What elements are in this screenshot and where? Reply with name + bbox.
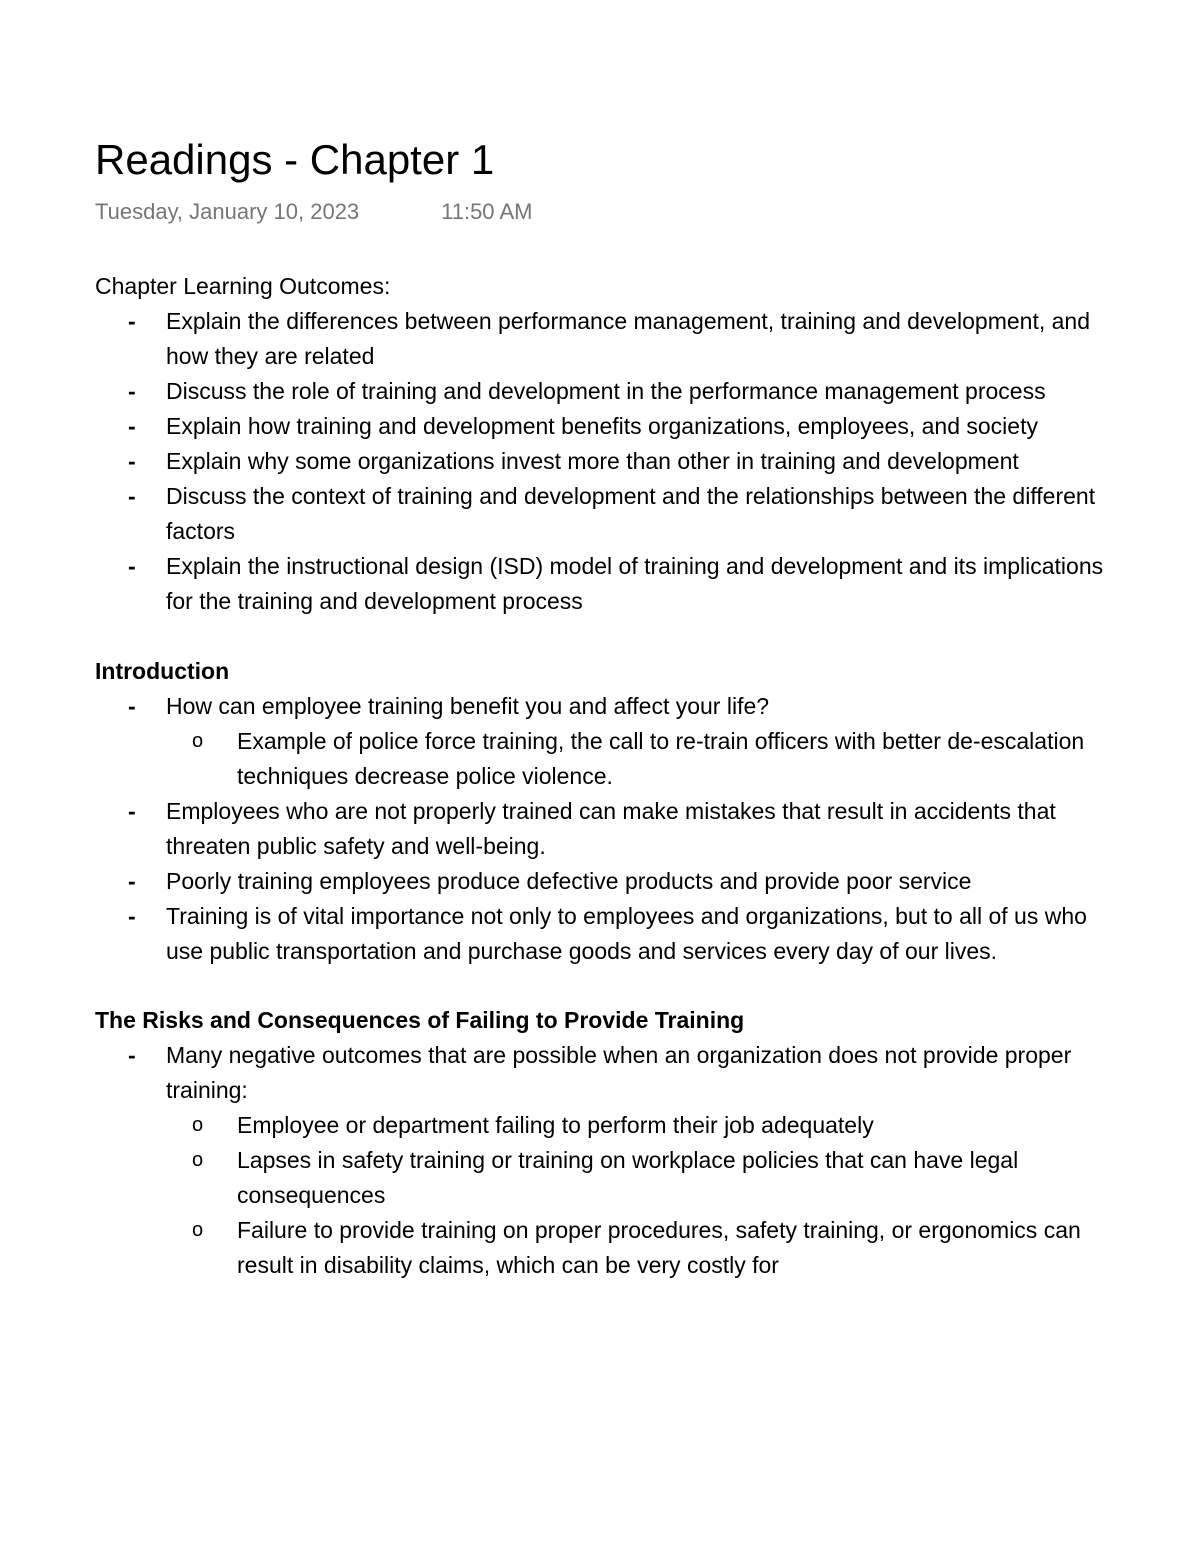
sub-list-item <box>166 1143 1125 1213</box>
dash-bullet: - <box>128 448 136 474</box>
list-item <box>95 549 1125 619</box>
sub-list-item-text: Employee or department failing to perform their job adequately <box>237 1112 874 1138</box>
list-item <box>95 444 1125 479</box>
dash-bullet: - <box>128 413 136 439</box>
dash-bullet: - <box>128 378 136 404</box>
dash-bullet: - <box>128 798 136 824</box>
sub-list <box>166 724 1125 794</box>
sub-list-item <box>166 1213 1125 1283</box>
list-item-text: Discuss the context of training and development and the relationships between the different factors <box>166 483 1096 544</box>
list-item <box>95 374 1125 409</box>
outcomes-list <box>95 304 1125 619</box>
dash-bullet: - <box>128 868 136 894</box>
introduction-heading: Introduction <box>95 658 230 684</box>
list-item <box>95 794 1125 864</box>
dash-bullet: - <box>128 1042 136 1068</box>
sub-list-item-text: Failure to provide training on proper procedures, safety training, or ergonomics can result in disability claims, which can be very costly for <box>237 1217 1081 1278</box>
sub-list-item <box>166 724 1125 794</box>
dash-bullet: - <box>128 483 136 509</box>
list-item-text: Employees who are not properly trained can make mistakes that result in accidents that threaten public safety and well-being. <box>166 798 1056 859</box>
list-item <box>95 864 1125 899</box>
list-item <box>95 409 1125 444</box>
dash-bullet: - <box>128 553 136 579</box>
circle-bullet: o <box>192 730 204 752</box>
list-item-text: Explain how training and development benefits organizations, employees, and society <box>166 413 1038 439</box>
circle-bullet: o <box>192 1114 204 1136</box>
list-item-text: Explain the differences between performance management, training and development, and how they are related <box>166 308 1090 369</box>
sub-list-item-text: Lapses in safety training or training on workplace policies that can have legal consequences <box>237 1147 1019 1208</box>
list-item-text: Discuss the role of training and development in the performance management process <box>166 378 1046 404</box>
list-item-text: How can employee training benefit you and affect your life? <box>166 693 770 719</box>
dash-bullet: - <box>128 693 136 719</box>
list-item-text: Explain the instructional design (ISD) model of training and development and its implications for the training and development process <box>166 553 1104 614</box>
outcomes-heading: Chapter Learning Outcomes: <box>95 273 391 299</box>
list-item <box>95 304 1125 374</box>
sub-list-item <box>166 1108 1125 1143</box>
sub-list-item-text: Example of police force training, the call to re-train officers with better de-escalation techniques decrease police violence. <box>237 728 1085 789</box>
introduction-list <box>95 689 1125 969</box>
list-item <box>95 479 1125 549</box>
circle-bullet: o <box>192 1219 204 1241</box>
list-item <box>95 689 1125 794</box>
page-date: Tuesday, January 10, 2023 <box>95 199 360 224</box>
page-meta <box>95 196 1125 228</box>
risks-heading: The Risks and Consequences of Failing to Provide Training <box>95 1007 745 1033</box>
list-item <box>95 1038 1125 1283</box>
list-item-text: Poorly training employees produce defective products and provide poor service <box>166 868 972 894</box>
list-item <box>95 899 1125 969</box>
circle-bullet: o <box>192 1149 204 1171</box>
dash-bullet: - <box>128 903 136 929</box>
sub-list <box>166 1108 1125 1283</box>
list-item-text: Training is of vital importance not only to employees and organizations, but to all of us who use public transportation and purchase goods and services every day of our lives. <box>166 903 1087 964</box>
risks-list <box>95 1038 1125 1283</box>
page-title: Readings - Chapter 1 <box>95 136 495 183</box>
note-page <box>95 130 1125 1283</box>
list-item-text: Many negative outcomes that are possible when an organization does not provide proper training: <box>166 1042 1072 1103</box>
page-time: 11:50 AM <box>441 199 533 224</box>
dash-bullet: - <box>128 308 136 334</box>
list-item-text: Explain why some organizations invest more than other in training and development <box>166 448 1019 474</box>
